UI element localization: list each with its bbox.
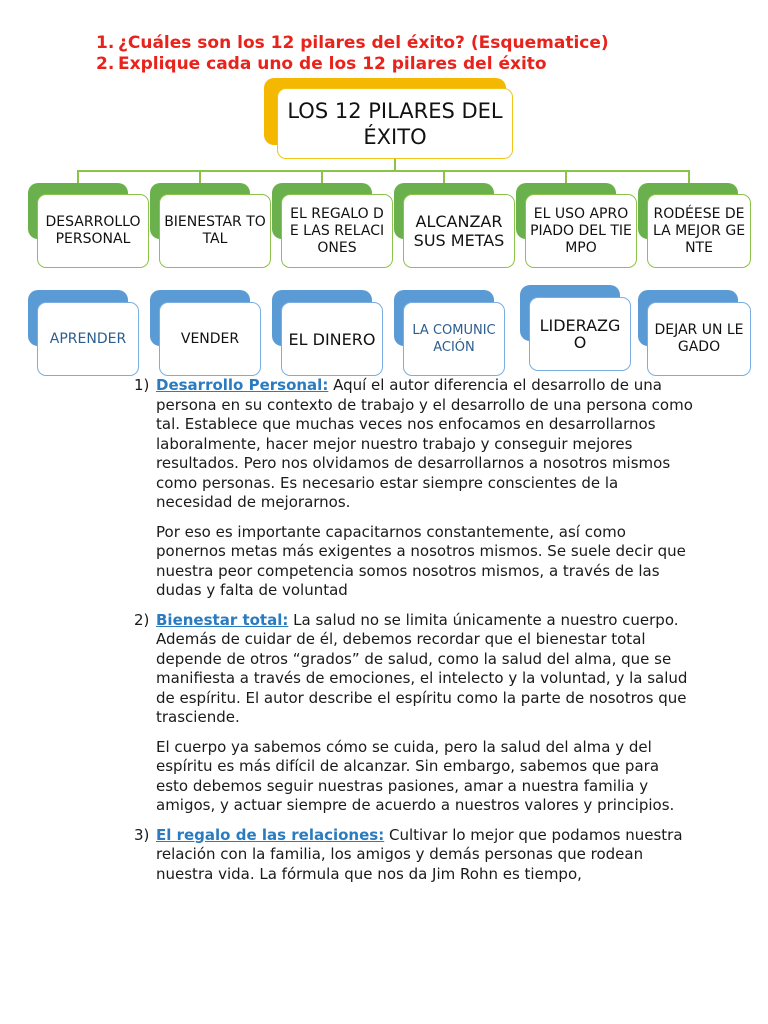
pillar-bienestar-total: BIENESTAR TOTAL [159, 194, 271, 268]
section-1 [134, 376, 694, 513]
section-heading: Bienestar total: [156, 610, 289, 629]
section-text: Aquí el autor diferencia el desarrollo de una persona en su contexto de trabajo y el desarrollo de una persona como tal. Establece que muchas veces nos enfocamos en desarrollarnos laboralmente, hacer mejor nuestro trabajo y conseguir mejores resultados. Pero nos olvidamos de desarrollarnos a nosotros mismos como personas. Es necesario estar siempre conscientes de la necesidad de mejorarnos. [156, 376, 693, 511]
pillar-vender: VENDER [159, 302, 261, 376]
section-marker: 1) [134, 376, 150, 394]
question-2: 2. Explique cada uno de los 12 pilares del éxito [96, 54, 547, 74]
section-2 [134, 611, 694, 728]
section-text: Cultivar lo mejor que podamos nuestra relación con la familia, los amigos y demás personas que rodean nuestra vida. La fórmula que nos da Jim Rohn es tiempo, [156, 825, 683, 883]
connector-drop-4 [443, 170, 445, 184]
section-marker: 3) [134, 825, 150, 844]
pillar-alcanzar-metas: ALCANZAR SUS METAS [403, 194, 515, 268]
connector-horizontal [77, 170, 689, 172]
diagram-title: LOS 12 PILARES DEL ÉXITO [277, 88, 513, 159]
section-text: La salud no se limita únicamente a nuestro cuerpo. Además de cuidar de él, debemos recordar que el bienestar total depende de otros “grados” de salud, como la salud del alma, que se manifiesta a través de emociones, el intelecto y la voluntad, y la salud de espíritu. El autor describe el espíritu como la parte de nosotros que trasciende. [156, 610, 688, 726]
pillar-dinero: EL DINERO [281, 302, 383, 376]
question-1: 1. ¿Cuáles son los 12 pilares del éxito? (Esquematice) [96, 33, 609, 53]
connector-drop-5 [565, 170, 567, 184]
connector-drop-2 [199, 170, 201, 184]
connector-drop-1 [77, 170, 79, 184]
pillar-liderazgo: LIDERAZGO [529, 297, 631, 371]
connector-drop-3 [321, 170, 323, 184]
section-3 [134, 826, 694, 885]
pillar-legado: DEJAR UN LEGADO [647, 302, 751, 376]
section-heading: El regalo de las relaciones: [156, 825, 385, 844]
pillar-desarrollo-personal: DESARROLLO PERSONAL [37, 194, 149, 268]
pillar-mejor-gente: RODÉESE DE LA MEJOR GENTE [647, 194, 751, 268]
pillar-regalo-relaciones: EL REGALO DE LAS RELACIONES [281, 194, 393, 268]
section-2-extra: El cuerpo ya sabemos cómo se cuida, pero la salud del alma y del espíritu es más difícil de alcanzar. Sin embargo, sabemos que para esto debemos seguir nuestras pasiones, amar a nuestra familia y amigos, y actuar siempre de acuerdo a nuestros valores y principios. [156, 737, 675, 814]
pillar-aprender: APRENDER [37, 302, 139, 376]
section-heading: Desarrollo Personal: [156, 376, 329, 394]
connector-drop-6 [688, 170, 690, 184]
section-1-extra: Por eso es importante capacitarnos constantemente, así como ponernos metas más exigentes a nosotros mismos. Se suele decir que nuestra peor competencia somos nosotros mismos, a través de las dudas y falta de voluntad [156, 522, 686, 599]
pillar-uso-tiempo: EL USO APROPIADO DEL TIEMPO [525, 194, 637, 268]
explanations [134, 376, 694, 894]
pillar-comunicacion: LA COMUNICACIÓN [403, 302, 505, 376]
section-marker: 2) [134, 610, 150, 629]
pillars-diagram [0, 0, 768, 380]
